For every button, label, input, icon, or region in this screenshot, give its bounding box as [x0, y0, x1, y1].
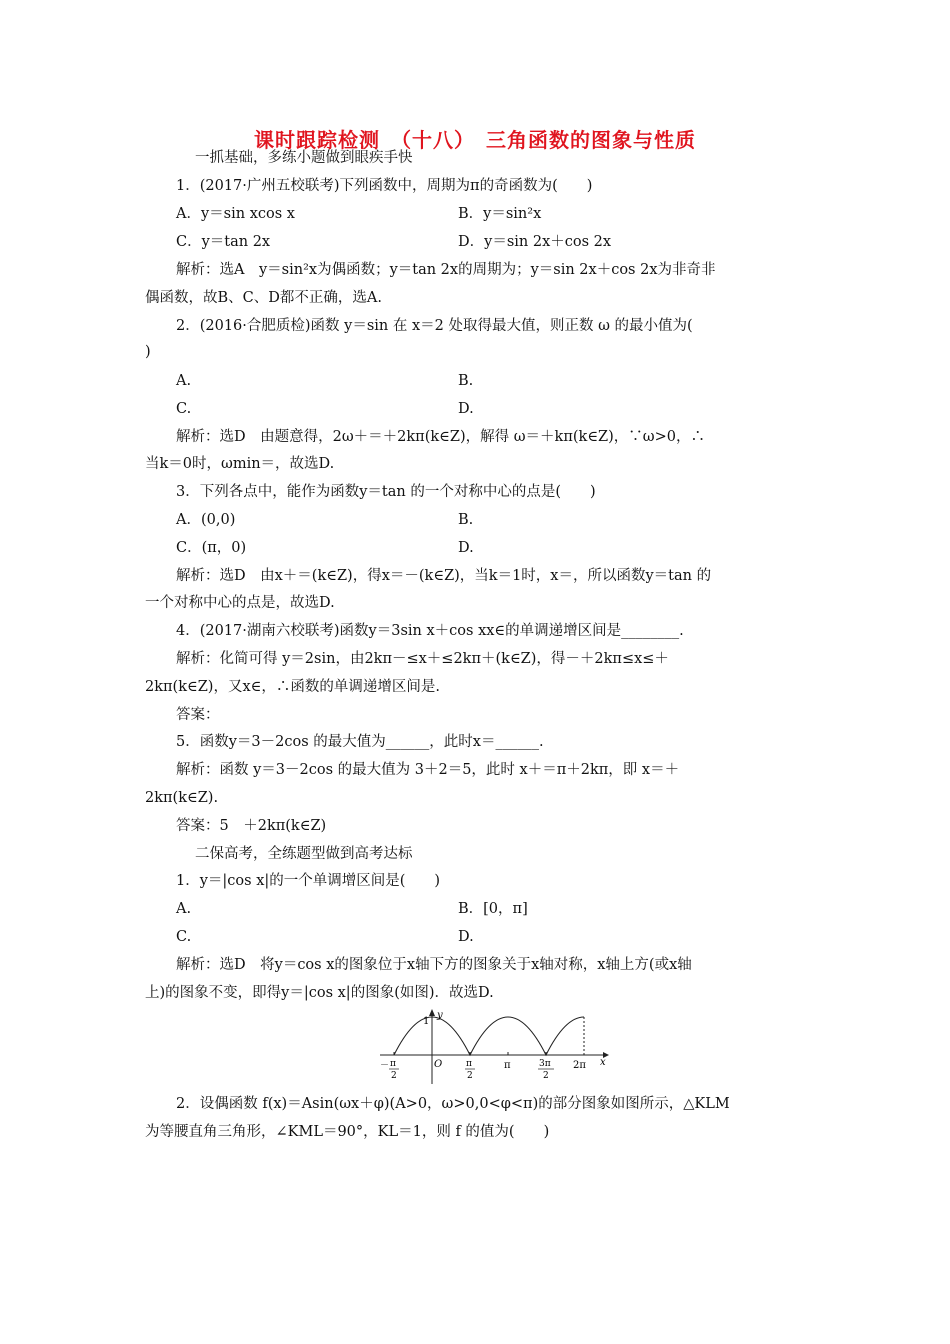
q1-option-d: D．y＝sin 2x＋cos 2x [458, 234, 612, 250]
p1-stem: 1．y＝|cos x|的一个单调增区间是( ) [176, 873, 441, 889]
q2-option-b: B. [458, 373, 474, 389]
p1-explanation-1: 解析：选D 将y＝cos x的图象位于x轴下方的图象关于x轴对称，x轴上方(或x轴 [176, 957, 692, 973]
q5-answer: 答案：5 ＋2kπ(k∈Z) [176, 818, 327, 834]
label-neg-pi2-num: π [390, 1059, 396, 1069]
q3-option-c: C．(π，0) [176, 540, 247, 556]
q1-explanation-1: 解析：选A y＝sin²x为偶函数；y＝tan 2x的周期为；y＝sin 2x＋cos 2x为非奇非 [176, 262, 716, 278]
q4-answer: 答案： [176, 707, 220, 723]
label-origin: O [434, 1059, 443, 1070]
q5-explanation-2: 2kπ(k∈Z). [145, 790, 219, 806]
q4-explanation-2: 2kπ(k∈Z)，又x∈，∴函数的单调递增区间是. [145, 679, 440, 695]
q5-stem: 5．函数y＝3－2cos 的最大值为______，此时x＝______. [176, 734, 544, 750]
p2-stem-1: 2．设偶函数 f(x)＝Asin(ωx＋φ)(A>0，ω>0,0<φ<π)的部分图象如图所示，△KLM [176, 1096, 730, 1112]
label-pi: π [504, 1060, 511, 1071]
q5-explanation-1: 解析：函数 y＝3－2cos 的最大值为 3＋2＝5，此时 x＋＝π＋2kπ，即 x＝＋ [176, 762, 680, 778]
q3-stem: 3．下列各点中，能作为函数y＝tan 的一个对称中心的点是( ) [176, 484, 596, 500]
label-neg-sign: － [380, 1061, 390, 1071]
label-2pi: 2π [573, 1060, 586, 1071]
section-heading-basic: 一抓基础，多练小题做到眼疾手快 [195, 150, 413, 166]
q2-stem-1: 2．(2016·合肥质检)函数 y＝sin 在 x＝2 处取得最大值，则正数 ω 的最小值为( [176, 318, 693, 334]
q1-option-b: B．y＝sin²x [458, 206, 542, 222]
y-axis-arrow [429, 1009, 435, 1016]
x-label: x [600, 1057, 606, 1068]
p1-option-b: B．[0，π] [458, 901, 528, 917]
p1-explanation-2: 上)的图象不变，即得y＝|cos x|的图象(如图)．故选D. [145, 985, 494, 1001]
label-one: 1 [423, 1016, 430, 1027]
label-3pi2-den: 2 [543, 1071, 549, 1081]
q3-explanation-1: 解析：选D 由x＋＝(k∈Z)，得x＝－(k∈Z)，当k＝1时，x＝，所以函数y＝tan 的 [176, 568, 712, 584]
label-pi2-num: π [466, 1059, 472, 1069]
page-title: 课时跟踪检测 （十八） 三角函数的图象与性质 [254, 128, 696, 152]
q2-stem-2: ) [145, 344, 151, 360]
p1-option-c: C. [176, 929, 192, 945]
q1-option-a: A．y＝sin xcos x [176, 206, 295, 222]
label-pi2-den: 2 [467, 1071, 473, 1081]
p2-stem-2: 为等腰直角三角形，∠KML＝90°，KL＝1，则 f 的值为( ) [145, 1124, 550, 1140]
p1-option-a: A. [176, 901, 192, 917]
label-neg-pi2-den: 2 [391, 1071, 397, 1081]
y-label: y [437, 1010, 443, 1021]
q2-option-d: D. [458, 401, 474, 417]
q2-option-c: C. [176, 401, 192, 417]
q2-option-a: A. [176, 373, 192, 389]
q4-stem: 4．(2017·湖南六校联考)函数y＝3sin x＋cos xx∈的单调递增区间是________. [176, 623, 684, 639]
q4-explanation-1: 解析：化简可得 y＝2sin，由2kπ－≤x＋≤2kπ＋(k∈Z)，得－＋2kπ≤x≤＋ [176, 651, 669, 667]
p1-option-d: D. [458, 929, 474, 945]
abs-cos-graph [375, 1008, 610, 1088]
q2-explanation-2: 当k＝0时，ωmin＝，故选D. [145, 456, 335, 472]
q3-explanation-2: 一个对称中心的点是，故选D. [145, 595, 335, 611]
section-heading-exam: 二保高考，全练题型做到高考达标 [195, 846, 413, 862]
q2-explanation-1: 解析：选D 由题意得，2ω＋＝＋2kπ(k∈Z)，解得 ω＝＋kπ(k∈Z)，∵ω>0，∴ [176, 429, 705, 445]
q1-stem: 1．(2017·广州五校联考)下列函数中，周期为π的奇函数为( ) [176, 178, 593, 194]
q1-option-c: C．y＝tan 2x [176, 234, 271, 250]
q3-option-a: A．(0,0) [176, 512, 236, 528]
q3-option-d: D. [458, 540, 474, 556]
q3-option-b: B. [458, 512, 474, 528]
label-3pi2-num: 3π [539, 1059, 551, 1069]
q1-explanation-2: 偶函数，故B、C、D都不正确，选A. [145, 290, 382, 306]
